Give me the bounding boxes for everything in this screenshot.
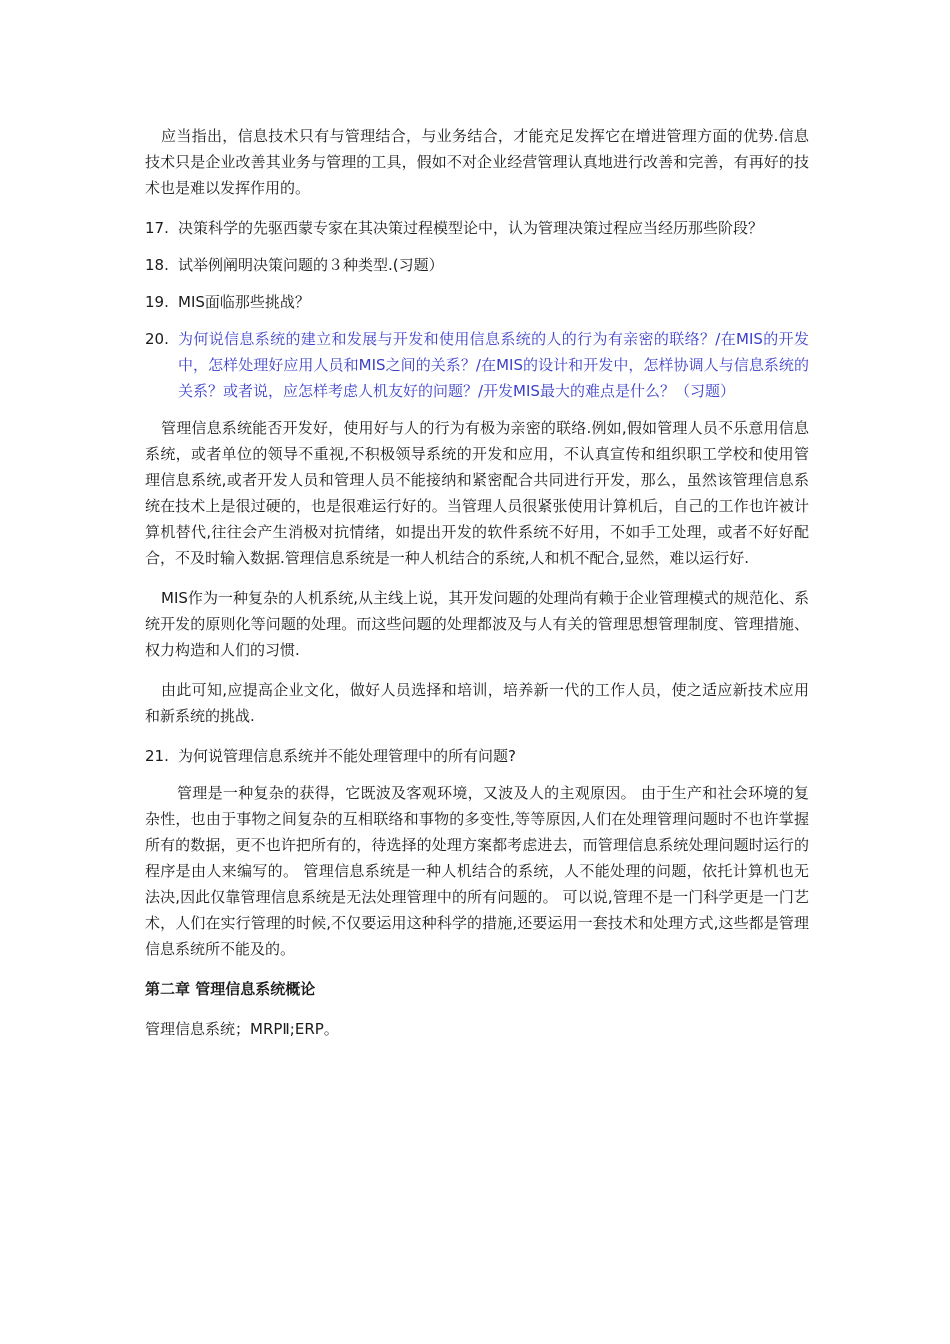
question-18	[145, 252, 809, 278]
question-text: 为何说信息系统的建立和发展与开发和使用信息系统的人的行为有亲密的联络？/在MIS的开发中，怎样处理好应用人员和MIS之间的关系？/在MIS的设计和开发中，怎样协调人与信息系统的关系？或者说，应怎样考虑人机友好的问题？/开发MIS最大的难点是什么？（习题）	[178, 330, 809, 400]
question-number: 20.	[145, 330, 169, 348]
question-number: 21.	[145, 747, 169, 765]
chapter-keywords: 管理信息系统；MRPⅡ;ERP。	[145, 1020, 339, 1038]
intro-paragraph: 应当指出，信息技术只有与管理结合，与业务结合，才能充足发挥它在增进管理方面的优势.信息技术只是企业改善其业务与管理的工具，假如不对企业经营管理认真地进行改善和完善，有再好的技术也是难以发挥作用的。	[145, 127, 809, 197]
question-text: 试举例阐明决策问题的３种类型.(习题）	[178, 256, 444, 274]
answer-21-paragraph: 管理是一种复杂的获得，它既波及客观环境，又波及人的主观原因。 由于生产和社会环境的复杂性，也由于事物之间复杂的互相联络和事物的多变性,等等原因,人们在处理管理问题时不也许掌握所有的数据，更不也许把所有的，待选择的处理方案都考虑进去，而管理信息系统处理问题时运行的程序是由人来编写的。 管理信息系统是一种人机结合的系统，人不能处理的问题，依托计算机也无法决,因此仅靠管理信息系统是无法处理管理中的所有问题的。 可以说,管理不是一门科学更是一门艺术，人们在实行管理的时候,不仅要运用这种科学的措施,还要运用一套技术和处理方式,这些都是管理信息系统所不能及的。	[145, 784, 809, 958]
question-text: MIS面临那些挑战？	[178, 293, 310, 311]
document-body	[145, 123, 809, 1042]
question-text: 决策科学的先驱西蒙专家在其决策过程模型论中，认为管理决策过程应当经历那些阶段？	[178, 219, 764, 237]
question-number: 17.	[145, 219, 169, 237]
question-17	[145, 215, 809, 241]
chapter-heading: 第二章 管理信息系统概论	[145, 980, 316, 998]
question-21	[145, 743, 809, 769]
answer-20-paragraph-2: MIS作为一种复杂的人机系统,从主线上说，其开发问题的处理尚有赖于企业管理模式的规范化、系统开发的原则化等问题的处理。而这些问题的处理都波及与人有关的管理思想管理制度、管理措施、权力构造和人们的习惯.	[145, 589, 809, 659]
question-number: 18.	[145, 256, 169, 274]
question-text: 为何说管理信息系统并不能处理管理中的所有问题?	[178, 747, 516, 765]
question-19	[145, 289, 809, 315]
answer-20-paragraph-3: 由此可知,应提高企业文化，做好人员选择和培训，培养新一代的工作人员，使之适应新技术应用和新系统的挑战.	[145, 681, 809, 725]
answer-20-paragraph-1: 管理信息系统能否开发好，使用好与人的行为有极为亲密的联络.例如,假如管理人员不乐意用信息系统，或者单位的领导不重视,不积极领导系统的开发和应用，不认真宣传和组织职工学校和使用管理信息系统,或者开发人员和管理人员不能接纳和紧密配合共同进行开发，那么，虽然该管理信息系统在技术上是很过硬的，也是很难运行好的。当管理人员很紧张使用计算机后，自己的工作也许被计算机替代,往往会产生消极对抗情绪，如提出开发的软件系统不好用，不如手工处理，或者不好好配合，不及时输入数据.管理信息系统是一种人机结合的系统,人和机不配合,显然，难以运行好.	[145, 419, 809, 567]
question-20	[145, 326, 809, 404]
question-number: 19.	[145, 293, 169, 311]
